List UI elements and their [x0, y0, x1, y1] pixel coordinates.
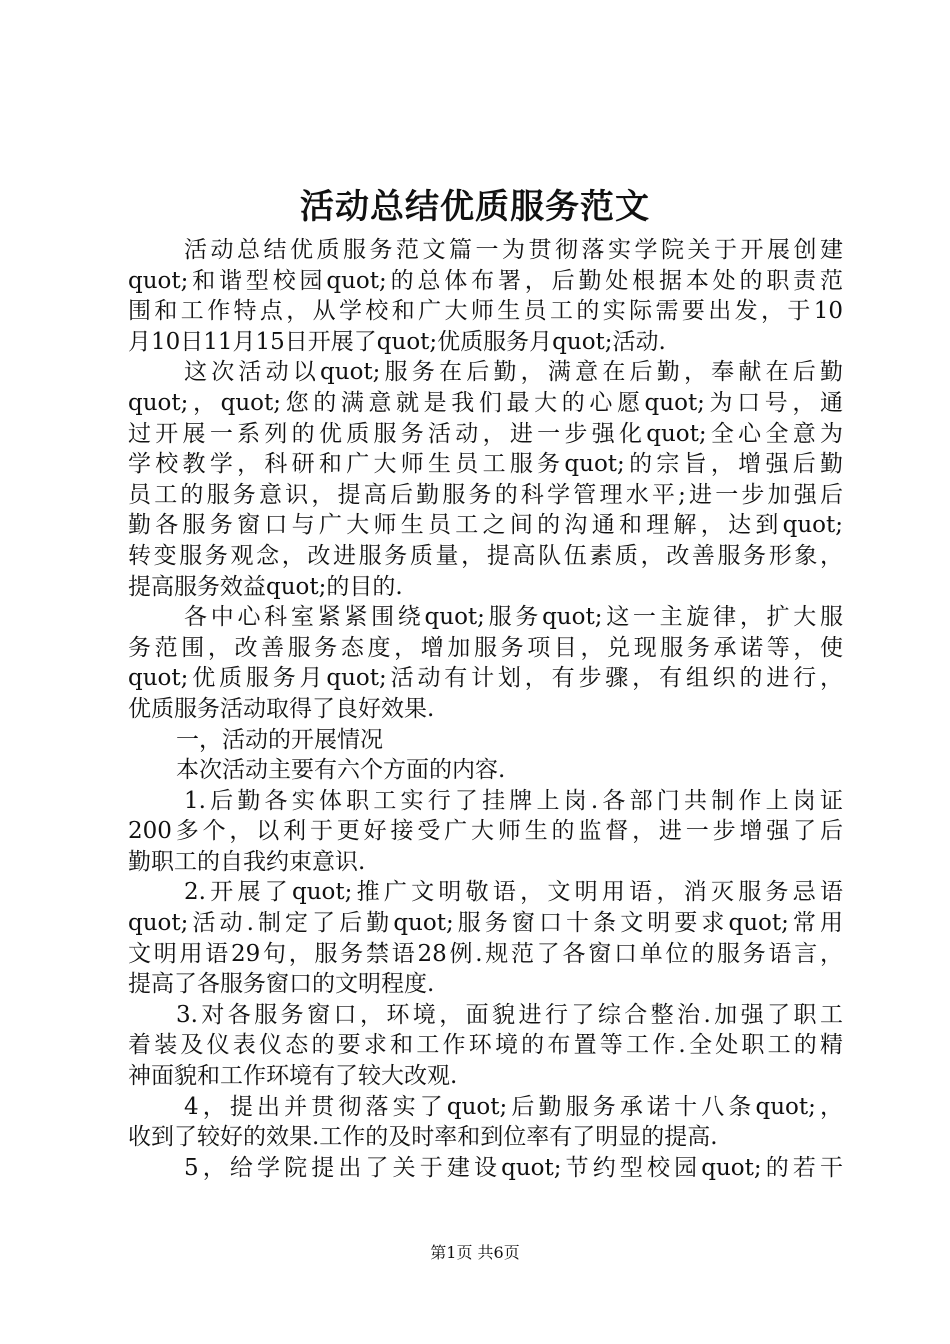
paragraph-line: 收到了较好的效果.工作的及时率和到位率有了明显的提高. [128, 1124, 718, 1151]
paragraph-line: 围和工作特点，从学校和广大师生员工的实际需要出发，于10 [128, 298, 843, 325]
paragraph-line: 神面貌和工作环境有了较大改观. [128, 1063, 458, 1090]
page-number-footer: 第1页 共6页 [430, 1243, 520, 1262]
paragraph-line: 过开展一系列的优质服务活动，进一步强化quot;全心全意为 [128, 420, 843, 447]
paragraph-line: 优质服务活动取得了良好效果. [128, 695, 435, 722]
paragraph-line: quot;，quot;您的满意就是我们最大的心愿quot;为口号，通 [128, 389, 843, 416]
paragraph-line: 提高了各服务窗口的文明程度. [128, 971, 435, 998]
paragraph-line: quot;优质服务月quot;活动有计划，有步骤，有组织的进行， [128, 665, 843, 692]
paragraph-line: 勤职工的自我约束意识. [128, 848, 366, 875]
paragraph-line: 学校教学，科研和广大师生员工服务quot;的宗旨，增强后勤 [128, 451, 843, 478]
paragraph-line: 活动总结优质服务范文篇一为贯彻落实学院关于开展创建 [184, 237, 843, 263]
paragraph-line: 本次活动主要有六个方面的内容. [176, 757, 506, 784]
paragraph-line: quot;和谐型校园quot;的总体布署，后勤处根据本处的职责范 [128, 267, 843, 294]
paragraph-line: 2.开展了quot;推广文明敬语，文明用语，消灭服务忌语 [184, 879, 843, 906]
paragraph-line: 月10日11月15日开展了quot;优质服务月quot;活动. [128, 328, 666, 355]
paragraph-line: 1.后勤各实体职工实行了挂牌上岗.各部门共制作上岗证 [184, 787, 843, 814]
paragraph-line: 提高服务效益quot;的目的. [128, 573, 403, 600]
paragraph-line: 务范围，改善服务态度，增加服务项目，兑现服务承诺等，使 [128, 634, 843, 661]
paragraph-line: 这次活动以quot;服务在后勤，满意在后勤，奉献在后勤 [184, 359, 843, 386]
paragraph-line: 勤各服务窗口与广大师生员工之间的沟通和理解，达到quot; [128, 512, 843, 539]
paragraph-line: 各中心科室紧紧围绕quot;服务quot;这一主旋律，扩大服 [184, 604, 843, 631]
paragraph-line: 员工的服务意识，提高后勤服务的科学管理水平;进一步加强后 [128, 481, 843, 508]
paragraph-line: 着装及仪表仪态的要求和工作环境的布置等工作.全处职工的精 [128, 1032, 843, 1059]
paragraph-line: 200多个，以利于更好接受广大师生的监督，进一步增强了后 [128, 818, 843, 845]
section-heading: 一，活动的开展情况 [176, 726, 383, 753]
document-body [128, 235, 843, 1183]
document-title: 活动总结优质服务范文 [300, 187, 650, 227]
paragraph-line: 4，提出并贯彻落实了quot;后勤服务承诺十八条quot;， [184, 1093, 843, 1120]
paragraph-line: 5，给学院提出了关于建设quot;节约型校园quot;的若干 [184, 1154, 843, 1181]
paragraph-line: quot;活动.制定了后勤quot;服务窗口十条文明要求quot;常用 [128, 910, 843, 937]
paragraph-line: 转变服务观念，改进服务质量，提高队伍素质，改善服务形象， [128, 542, 843, 569]
paragraph-line: 3.对各服务窗口，环境，面貌进行了综合整治.加强了职工 [176, 1001, 843, 1028]
paragraph-line: 文明用语29句，服务禁语28例.规范了各窗口单位的服务语言， [128, 940, 843, 967]
